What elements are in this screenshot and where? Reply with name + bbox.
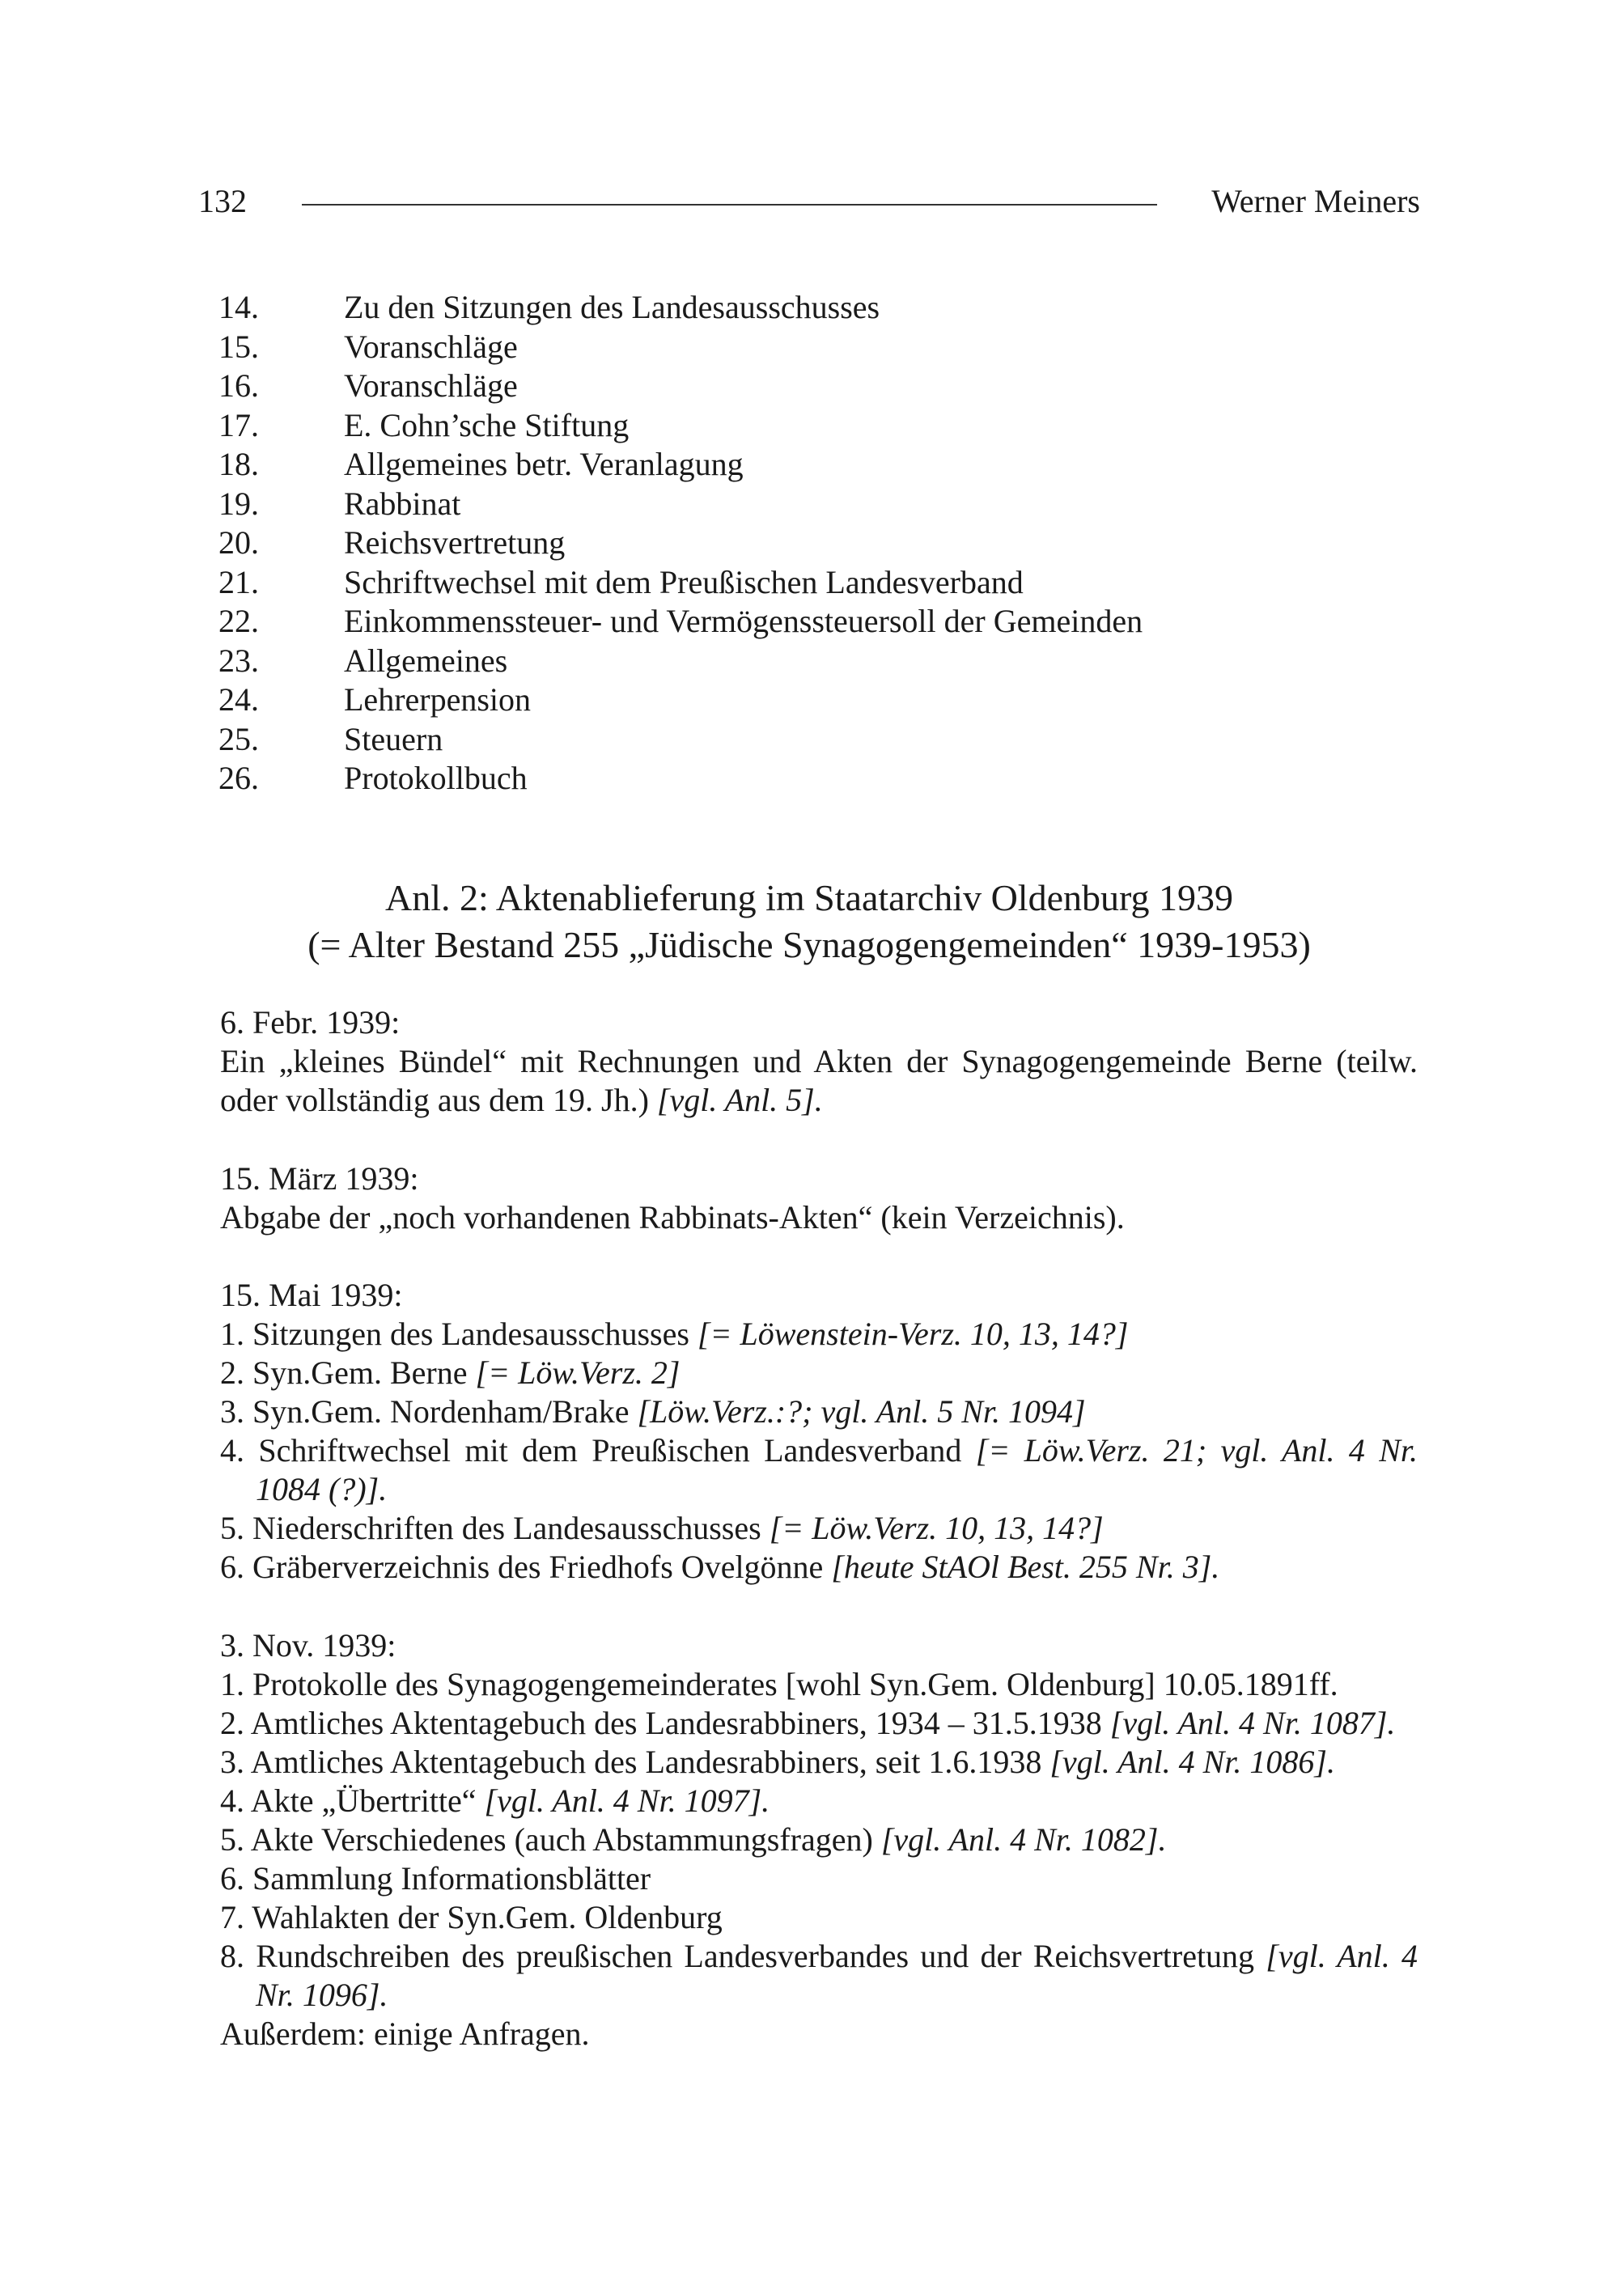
list-item-number: 25. <box>218 720 259 757</box>
list-item-number: 26. <box>218 760 259 796</box>
entry-text <box>220 1042 1418 1120</box>
list-item <box>220 1509 1418 1548</box>
item-text: 3. Amtliches Aktentagebuch des Landesrabbiners, seit 1.6.1938 <box>220 1744 1050 1780</box>
list-item <box>218 680 1432 720</box>
item-reference-note: [Löw.Verz.:?; vgl. Anl. 5 Nr. 1094] <box>637 1393 1086 1430</box>
list-item <box>220 1898 1418 1937</box>
list-item <box>220 1704 1418 1743</box>
entry-item-list <box>220 1315 1418 1587</box>
item-text: 3. Syn.Gem. Nordenham/Brake <box>220 1393 638 1430</box>
item-reference-note: [vgl. Anl. 4 Nr. 1096]. <box>256 1938 1418 2013</box>
running-head-author: Werner Meiners <box>1211 183 1420 219</box>
list-item-number: 17. <box>218 406 259 443</box>
item-text: 6. Gräberverzeichnis des Friedhofs Ovelgönne <box>220 1549 832 1585</box>
list-item <box>218 445 1432 485</box>
list-item-title: Voranschläge <box>344 367 518 404</box>
item-reference-note: [vgl. Anl. 4 Nr. 1082]. <box>880 1821 1167 1858</box>
list-item <box>218 367 1432 406</box>
list-item-title: Voranschläge <box>344 328 518 365</box>
item-text: 5. Akte Verschiedenes (auch Abstammungsfragen) <box>220 1821 881 1858</box>
item-text: 8. Rundschreiben des preußischen Landesverbandes und der Reichsvertretung <box>220 1938 1266 1974</box>
item-reference-note: [heute StAOl Best. 255 Nr. 3]. <box>831 1549 1220 1585</box>
list-item <box>218 602 1432 642</box>
item-reference-note: [vgl. Anl. 4 Nr. 1097]. <box>484 1782 770 1819</box>
list-item-title: Allgemeines <box>344 642 508 679</box>
list-item-number: 15. <box>218 328 259 365</box>
list-item <box>218 720 1432 760</box>
item-reference-note: [= Löwenstein-Verz. 10, 13, 14?] <box>697 1316 1129 1352</box>
item-reference-note: [= Löw.Verz. 10, 13, 14?] <box>769 1510 1104 1546</box>
entry-reference-note: [vgl. Anl. 5]. <box>656 1082 823 1118</box>
list-item-title: Zu den Sitzungen des Landesausschusses <box>344 289 880 325</box>
list-item <box>220 1354 1418 1392</box>
list-item-number: 14. <box>218 289 259 325</box>
list-item <box>220 1937 1418 2015</box>
list-item-title: Steuern <box>344 720 443 757</box>
section-heading-line-1: Anl. 2: Aktenablieferung im Staatarchiv Oldenburg 1939 <box>385 877 1233 918</box>
section-heading-line-2: (= Alter Bestand 255 „Jüdische Synagogengemeinden“ 1939-1953) <box>307 924 1311 965</box>
entry-body: Ein „kleines Bündel“ mit Rechnungen und Akten der Synagogengemeinde Berne (teilw. oder vollständig aus dem 19. Jh.) <box>220 1043 1418 1118</box>
list-item-number: 18. <box>218 446 259 482</box>
entry-feb-1939 <box>220 1003 1418 1120</box>
list-item-title: E. Cohn’sche Stiftung <box>344 406 630 443</box>
list-item-title: Rabbinat <box>344 485 461 522</box>
list-item-number: 23. <box>218 642 259 679</box>
entry-date: 3. Nov. 1939: <box>220 1627 396 1664</box>
list-item <box>220 1315 1418 1354</box>
list-item <box>218 288 1432 328</box>
item-text: 2. Syn.Gem. Berne <box>220 1354 476 1391</box>
list-item-number: 22. <box>218 603 259 639</box>
entry-text: Abgabe der „noch vorhandenen Rabbinats-Akten“ (kein Verzeichnis). <box>220 1199 1125 1236</box>
item-text: 5. Niederschriften des Landesausschusses <box>220 1510 770 1546</box>
list-item-number: 21. <box>218 563 259 600</box>
item-text: 6. Sammlung Informationsblätter <box>220 1860 651 1897</box>
entry-date: 15. März 1939: <box>220 1160 419 1197</box>
list-item <box>218 328 1432 367</box>
item-text: 2. Amtliches Aktentagebuch des Landesrabbiners, 1934 – 31.5.1938 <box>220 1705 1110 1741</box>
list-item <box>218 406 1432 446</box>
header-rule <box>302 204 1157 206</box>
item-text: 7. Wahlakten der Syn.Gem. Oldenburg <box>220 1899 723 1935</box>
list-item-title: Reichsvertretung <box>344 524 566 561</box>
entry-closing-note: Außerdem: einige Anfragen. <box>220 2015 590 2052</box>
item-text: 4. Schriftwechsel mit dem Preußischen Landesverband <box>220 1432 976 1469</box>
list-item <box>220 1859 1418 1898</box>
list-item-number: 20. <box>218 524 259 561</box>
item-reference-note: [vgl. Anl. 4 Nr. 1086]. <box>1049 1744 1335 1780</box>
running-header <box>198 182 1420 231</box>
list-item-title: Protokollbuch <box>344 760 528 796</box>
list-item-title: Lehrerpension <box>344 681 532 718</box>
list-item <box>220 1665 1418 1704</box>
list-item-title: Allgemeines betr. Veranlagung <box>344 446 744 482</box>
list-item <box>218 523 1432 563</box>
entry-mai-1939 <box>220 1276 1418 1587</box>
list-item-number: 19. <box>218 485 259 522</box>
entry-date: 15. Mai 1939: <box>220 1277 403 1313</box>
list-item <box>218 485 1432 524</box>
entry-nov-1939 <box>220 1626 1418 2054</box>
list-item <box>220 1743 1418 1782</box>
list-item-title: Schriftwechsel mit dem Preußischen Landesverband <box>344 563 1024 600</box>
list-item-number: 16. <box>218 367 259 404</box>
entry-maerz-1939 <box>220 1159 1418 1237</box>
page-number: 132 <box>198 183 247 219</box>
list-item <box>218 642 1432 681</box>
item-text: 1. Sitzungen des Landesausschusses <box>220 1316 698 1352</box>
item-text: 4. Akte „Übertritte“ <box>220 1782 485 1819</box>
list-item-title: Einkommenssteuer- und Vermögenssteuersoll der Gemeinden <box>344 603 1143 639</box>
item-reference-note: [vgl. Anl. 4 Nr. 1087]. <box>1109 1705 1396 1741</box>
item-text: 1. Protokolle des Synagogengemeinderates [wohl Syn.Gem. Oldenburg] 10.05.1891ff. <box>220 1666 1338 1702</box>
list-item <box>220 1392 1418 1431</box>
numbered-file-list <box>218 288 1432 799</box>
item-reference-note: [= Löw.Verz. 21; vgl. Anl. 4 Nr. 1084 (?)]. <box>256 1432 1418 1507</box>
list-item <box>218 563 1432 603</box>
list-item <box>220 1782 1418 1820</box>
list-item <box>220 1820 1418 1859</box>
entry-item-list <box>220 1665 1418 2015</box>
item-reference-note: [= Löw.Verz. 2] <box>475 1354 681 1391</box>
list-item-number: 24. <box>218 681 259 718</box>
list-item <box>218 759 1432 799</box>
list-item <box>220 1431 1418 1509</box>
list-item <box>220 1548 1418 1587</box>
entry-date: 6. Febr. 1939: <box>220 1004 401 1041</box>
